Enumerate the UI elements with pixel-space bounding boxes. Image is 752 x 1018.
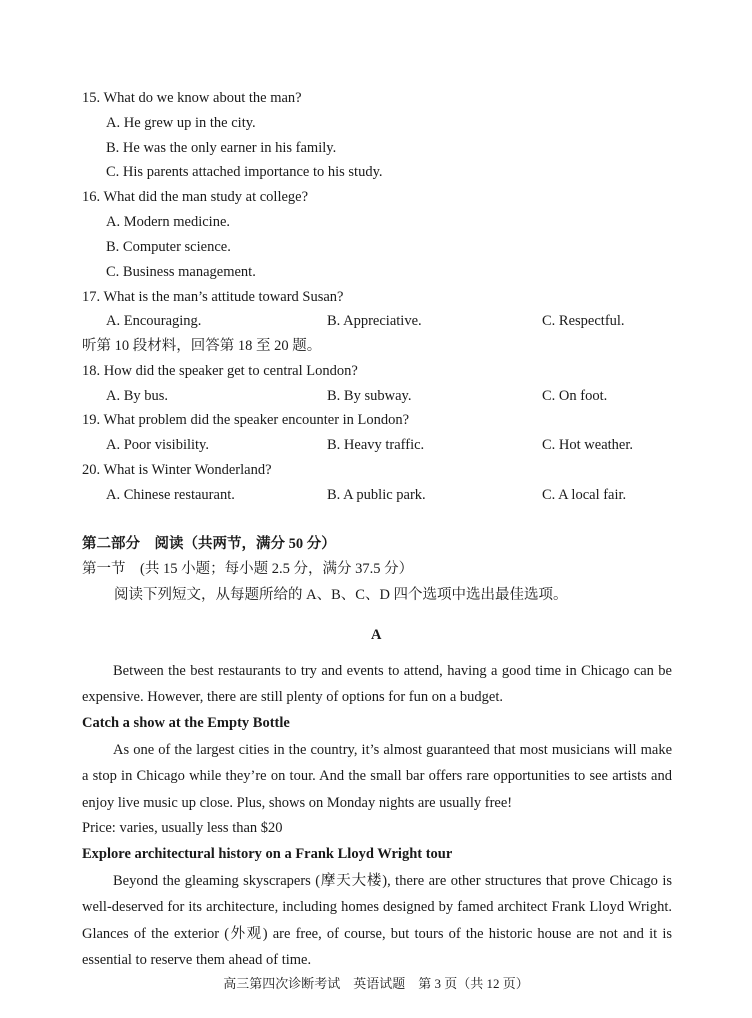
section-heading: 第一节 (共 15 小题；每小题 2.5 分，满分 37.5 分） (82, 561, 414, 577)
option-20b: B. A public park. (327, 487, 426, 503)
option-19a: A. Poor visibility. (106, 437, 209, 453)
option-16a: A. Modern medicine. (106, 214, 231, 230)
option-15b: B. He was the only earner in his family. (106, 140, 337, 156)
page-footer: 高三第四次诊断考试 英语试题 第 3 页（共 12 页） (223, 976, 529, 991)
option-20a: A. Chinese restaurant. (106, 487, 235, 503)
paragraph-empty-bottle: As one of the largest cities in the country, it’s almost guaranteed that most musicians will make a stop in Chicago while they’re on tour. And the small bar offers rare opportunities to see artists and enjoy live music up close. Plus, shows on Monday nights are usually free! (82, 742, 672, 811)
subheading-wright-tour: Explore architectural history on a Frank Lloyd Wright tour (82, 846, 453, 862)
option-16b: B. Computer science. (106, 239, 231, 255)
option-17a: A. Encouraging. (106, 313, 202, 329)
question-19: 19. What problem did the speaker encounter in London? (82, 412, 410, 428)
option-17c: C. Respectful. (542, 313, 625, 329)
passage-letter: A (371, 627, 382, 643)
paragraph-wright-tour: Beyond the gleaming skyscrapers (摩天大楼), there are other structures that prove Chicago is well-deserved for its architecture, including homes designed by famed architect Frank Lloyd Wright. Glances of the exterior (外观) are free, of course, but tours of the historic house are not and it is essential to reserve them ahead of time. (82, 873, 672, 968)
subheading-empty-bottle: Catch a show at the Empty Bottle (82, 715, 290, 731)
listening-instruction: 听第 10 段材料，回答第 18 至 20 题。 (82, 338, 322, 354)
option-18a: A. By bus. (106, 388, 169, 404)
question-16: 16. What did the man study at college? (82, 189, 309, 205)
part-heading: 第二部分 阅读（共两节，满分 50 分） (82, 536, 336, 552)
option-19c: C. Hot weather. (542, 437, 634, 453)
option-17b: B. Appreciative. (327, 313, 422, 329)
option-15a: A. He grew up in the city. (106, 115, 256, 131)
section-instruction: 阅读下列短文，从每题所给的 A、B、C、D 四个选项中选出最佳选项。 (114, 587, 568, 603)
question-17: 17. What is the man’s attitude toward Susan? (82, 289, 344, 305)
option-16c: C. Business management. (106, 264, 256, 280)
price-line: Price: varies, usually less than $20 (82, 820, 283, 836)
option-20c: C. A local fair. (542, 487, 627, 503)
question-20: 20. What is Winter Wonderland? (82, 462, 272, 478)
option-18b: B. By subway. (327, 388, 412, 404)
passage-intro: Between the best restaurants to try and events to attend, having a good time in Chicago can be expensive. However, there are still plenty of options for fun on a budget. (82, 663, 672, 706)
question-15: 15. What do we know about the man? (82, 90, 302, 106)
option-15c: C. His parents attached importance to his study. (106, 164, 383, 180)
option-19b: B. Heavy traffic. (327, 437, 425, 453)
question-18: 18. How did the speaker get to central London? (82, 363, 358, 379)
option-18c: C. On foot. (542, 388, 608, 404)
